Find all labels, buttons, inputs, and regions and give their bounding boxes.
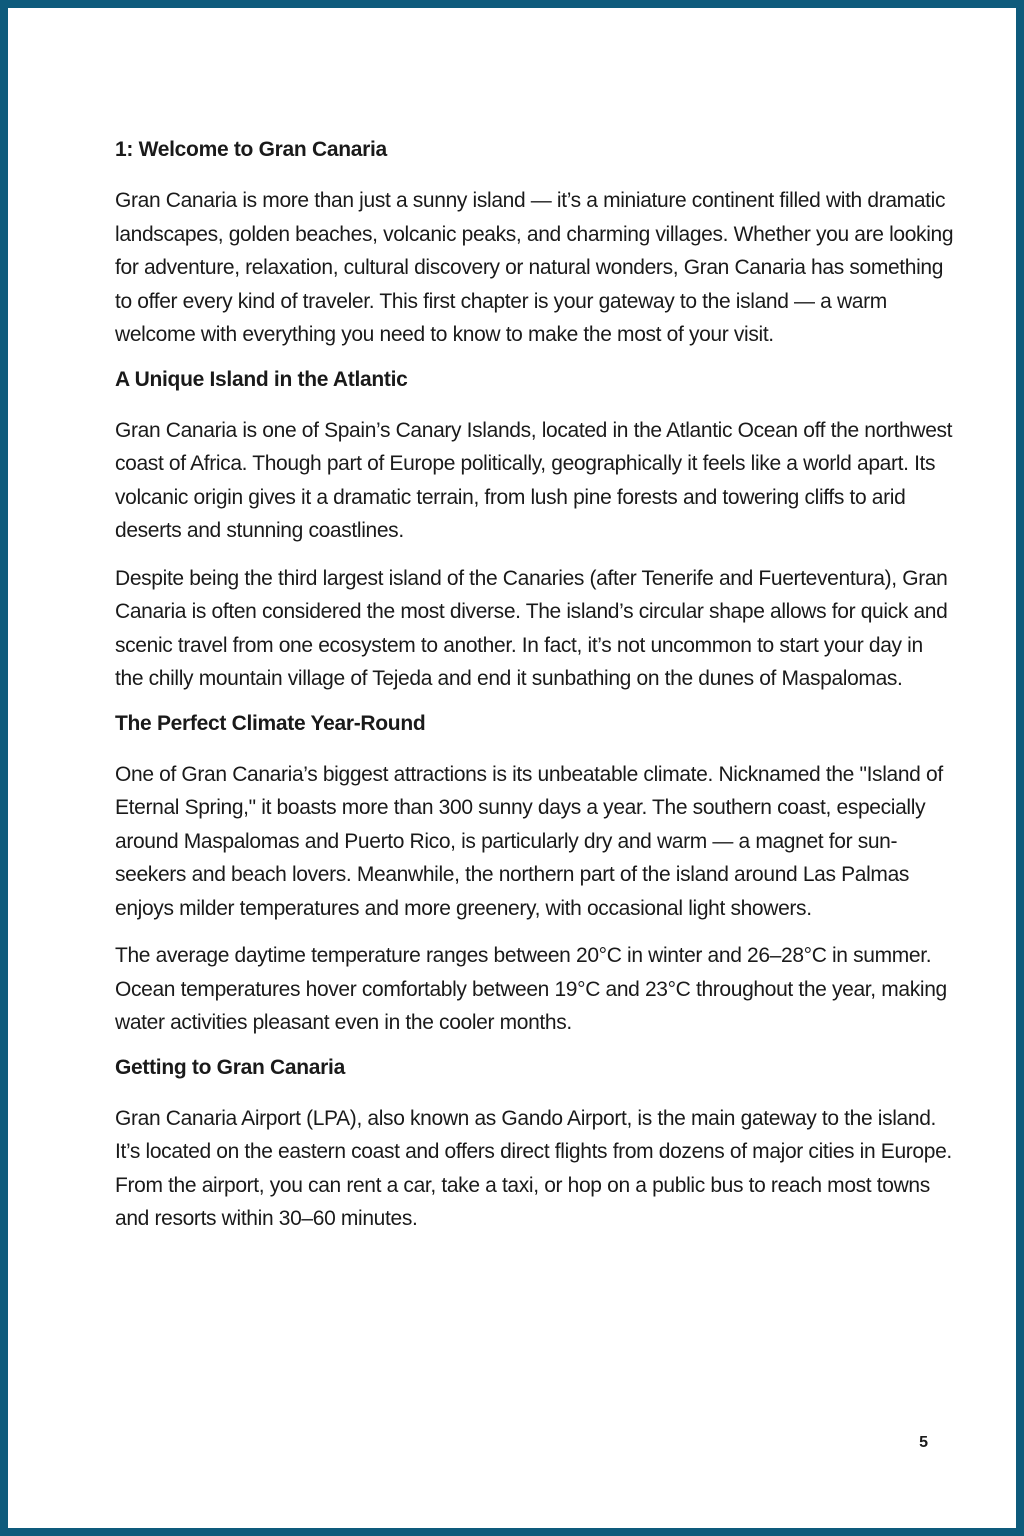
section-paragraph: Gran Canaria Airport (LPA), also known as Gando Airport, is the main gateway to the island. It’s located on the eastern coast and offers direct flights from dozens of major cities in Europe. From the airport, you can rent a car, take a taxi, or hop on a public bus to reach most towns and resorts within 30–60 minutes. [115, 1106, 952, 1230]
chapter-intro: Gran Canaria is more than just a sunny island — it’s a miniature continent filled with dramatic landscapes, golden beaches, volcanic peaks, and charming villages. Whether you are looking for adventure, relaxation, cultural discovery or natural wonders, Gran Canaria has something to offer every kind of traveler. This first chapter is your gateway to the island — a warm welcome with everything you need to know to make the most of your visit. [115, 189, 954, 346]
section-paragraph: Despite being the third largest island of the Canaries (after Tenerife and Fuerteventura), Gran Canaria is often considered the most diverse. The island’s circular shape allows for quick and scenic travel from one ecosystem to another. In fact, it’s not uncommon to start your day in the chilly mountain village of Tejeda and end it sunbathing on the dunes of Maspalomas. [115, 566, 948, 690]
section-heading-climate: The Perfect Climate Year-Round [115, 711, 426, 735]
chapter-title: 1: Welcome to Gran Canaria [115, 138, 387, 161]
section-paragraph: One of Gran Canaria’s biggest attractions is its unbeatable climate. Nicknamed the "Island of Eternal Spring," it boasts more than 300 sunny days a year. The southern coast, especially around Maspalomas and Puerto Rico, is particularly dry and warm — a magnet for sun-seekers and beach lovers. Meanwhile, the northern part of the island around Las Palmas enjoys milder temperatures and more greenery, with occasional light showers. [115, 762, 943, 920]
section-paragraph: The average daytime temperature ranges between 20°C in winter and 26–28°C in summer. Ocean temperatures hover comfortably between 19°C and 23°C throughout the year, making water activities pleasant even in the cooler months. [115, 944, 947, 1034]
page-content [115, 136, 955, 1250]
section-paragraph: Gran Canaria is one of Spain’s Canary Islands, located in the Atlantic Ocean off the northwest coast of Africa. Though part of Europe politically, geographically it feels like a world apart. Its volcanic origin gives it a dramatic terrain, from lush pine forests and towering cliffs to arid deserts and stunning coastlines. [115, 418, 953, 542]
section-heading-unique-island: A Unique Island in the Atlantic [115, 367, 408, 391]
section-heading-getting-there: Getting to Gran Canaria [115, 1055, 345, 1079]
page-number: 5 [919, 1434, 928, 1451]
